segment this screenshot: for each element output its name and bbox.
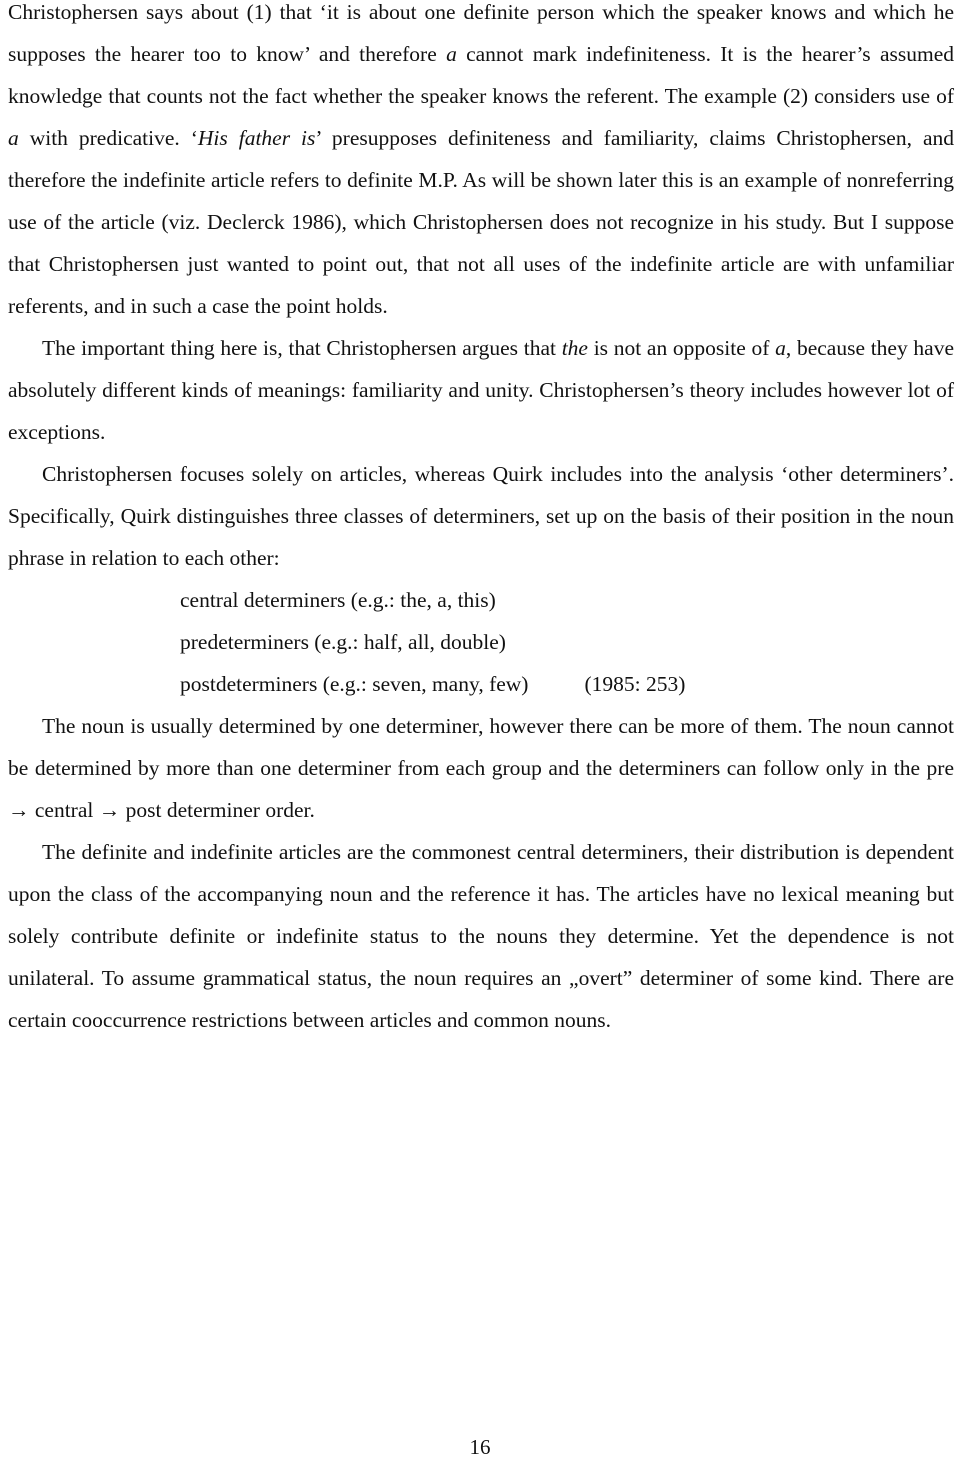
paragraph-text: ’ presupposes definiteness and familiarity, claims Christophersen, and therefore the indefinite article refers to definite M.P. As will be shown later this is an example of nonreferring use of the article (viz. Declerck 1986), which Christophersen does not recognize in his study. But I suppose that Christophersen just wanted to point out, that not all uses of the indefinite article are with unfamiliar referents, and in such a case the point holds. <box>8 126 954 318</box>
italic-article: a <box>446 42 457 66</box>
determiner-class-pre: predeterminers (e.g.: half, all, double) <box>180 630 506 654</box>
paragraph-the-versus-a <box>8 327 954 453</box>
paragraph-christophersen-definite-person <box>8 0 954 327</box>
paragraph-text: The important thing here is, that Christophersen argues that <box>42 336 562 360</box>
determiner-class-post: postdeterminers (e.g.: seven, many, few) <box>180 672 529 696</box>
paragraph-text: Christophersen says about (1) that ‘it is about one definite person which the speaker knows and which he supposes the hearer too to know’ and therefore <box>8 0 954 66</box>
paragraph-text: is not an opposite of <box>587 336 776 360</box>
paragraph-text: with predicative. ‘ <box>18 126 198 150</box>
paragraph-determiner-order: The noun is usually determined by one determiner, however there can be more of them. The noun cannot be determined by more than one determiner from each group and the determiners can follow only in the pre → central → post determiner order. <box>8 714 954 822</box>
list-item <box>180 663 954 705</box>
list-item <box>180 579 954 621</box>
italic-article: the <box>561 336 588 360</box>
italic-article: a <box>8 126 19 150</box>
paragraph-articles-central-determiners: The definite and indefinite articles are the commonest central determiners, their distribution is dependent upon the class of the accompanying noun and the reference it has. The articles have no lexical meaning but solely contribute definite or indefinite status to the nouns they determine. Yet the dependence is not unilateral. To assume grammatical status, the noun requires an „overt” determiner of some kind. There are certain cooccurrence restrictions between articles and common nouns. <box>8 840 954 1032</box>
document-page <box>8 0 954 1041</box>
italic-article: a <box>775 336 786 360</box>
list-item <box>180 621 954 663</box>
determiner-class-central: central determiners (e.g.: the, a, this) <box>180 588 496 612</box>
paragraph-text: cannot mark indefiniteness. It is the hearer’s assumed knowledge that counts not the fact whether the speaker knows the referent. The example (2) considers use of <box>8 42 954 108</box>
paragraph-text: , because they have absolutely different kinds of meanings: familiarity and unity. Christophersen’s theory includes however lot of exceptions. <box>8 336 955 444</box>
determiner-classes-list <box>8 579 954 705</box>
citation: (1985: 253) <box>584 672 686 696</box>
paragraph-quirk-determiners: Christophersen focuses solely on articles, whereas Quirk includes into the analysis ‘other determiners’. Specifically, Quirk distinguishes three classes of determiners, set up on the basis of their position in the noun phrase in relation to each other: <box>8 462 954 570</box>
italic-example: His father is <box>197 126 316 150</box>
page-number: 16 <box>469 1435 491 1459</box>
